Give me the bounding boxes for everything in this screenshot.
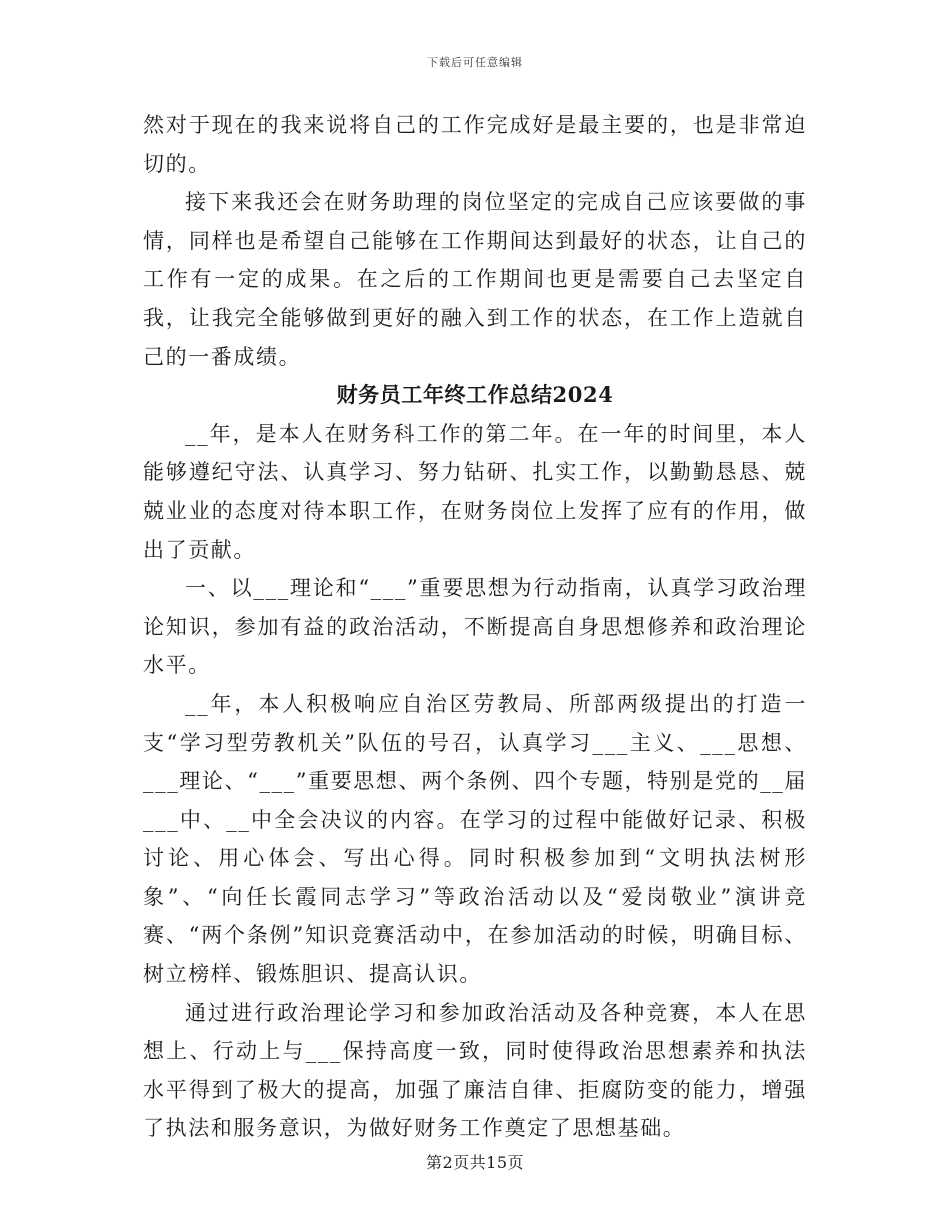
document-body — [143, 106, 807, 1148]
paragraph-continuation: 然对于现在的我来说将自己的工作完成好是最主要的，也是非常迫切的。 — [143, 113, 807, 176]
paragraph: 接下来我还会在财务助理的岗位坚定的完成自己应该要做的事情，同样也是希望自己能够在工作期间达到最好的状态，让自己的工作有一定的成果。在之后的工作期间也更是需要自己去坚定自我，让我完全能够做到更好的融入到工作的状态，在工作上造就自己的一番成绩。 — [143, 190, 807, 369]
section-title: 财务员工年终工作总结2024 — [336, 382, 614, 408]
paragraph: __年，本人积极响应自治区劳教局、所部两级提出的打造一支“学习型劳教机关”队伍的号召，认真学习___主义、___思想、___理论、“___”重要思想、两个条例、四个专题，特别是党的__届___中、__中全会决议的内容。在学习的过程中能做好记录、积极讨论、用心体会、写出心得。同时积极参加到“文明执法树形象”、“向任长霞同志学习”等政治活动以及“爱岗敬业”演讲竞赛、“两个条例”知识竞赛活动中，在参加活动的时候，明确目标、树立榜样、锻炼胆识、提高认识。 — [143, 691, 807, 987]
paragraph: 通过进行政治理论学习和参加政治活动及各种竞赛，本人在思想上、行动上与___保持高度一致，同时使得政治思想素养和执法水平得到了极大的提高，加强了廉洁自律、拒腐防变的能力，增强了执法和服务意识，为做好财务工作奠定了思想基础。 — [143, 1000, 807, 1141]
page-header: 下载后可任意编辑 — [427, 56, 523, 69]
page-number: 第2页共15页 — [425, 1153, 525, 1172]
paragraph: 一、以___理论和“___”重要思想为行动指南，认真学习政治理论知识，参加有益的政治活动，不断提高自身思想修养和政治理论水平。 — [143, 576, 807, 678]
paragraph: __年，是本人在财务科工作的第二年。在一年的时间里，本人能够遵纪守法、认真学习、努力钻研、扎实工作，以勤勤恳恳、兢兢业业的态度对待本职工作，在财务岗位上发挥了应有的作用，做出了贡献。 — [143, 421, 807, 562]
